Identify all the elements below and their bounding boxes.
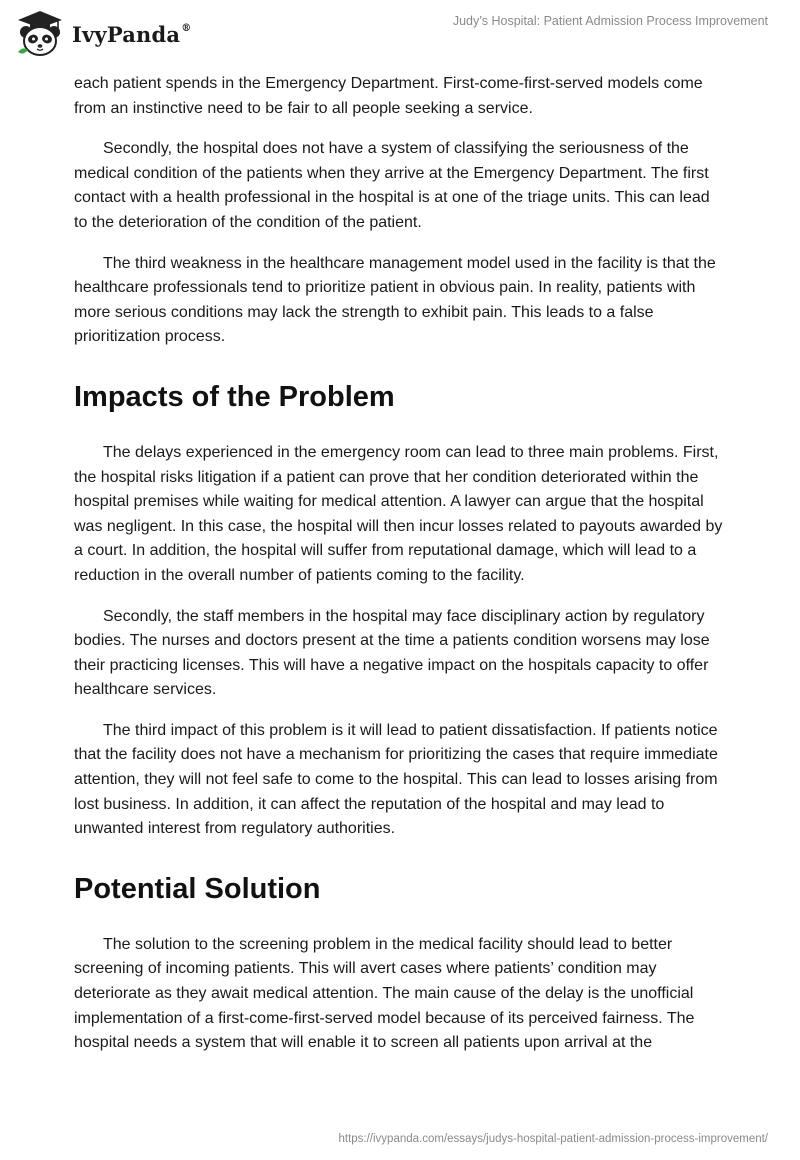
paragraph: The third impact of this problem is it will lead to patient dissatisfaction. If patients notice that the facility does not have a mechanism for prioritizing the cases that require immediate attention, they will not feel safe to come to the hospital. This can lead to losses arising from lost business. In addition, it can affect the reputation of the hospital and may lead to unwanted interest from regulatory authorities. — [74, 721, 718, 838]
logo-text: IvyPanda® — [72, 21, 192, 47]
panda-graduate-icon — [14, 8, 66, 60]
paragraph: Secondly, the hospital does not have a system of classifying the seriousness of the medical condition of the patients when they arrive at the Emergency Department. The first contact with a health professional in the hospital is at one of the triage units. This can lead to the deterioration of the condition of the patient. — [74, 140, 710, 231]
paragraph: Secondly, the staff members in the hospital may face disciplinary action by regulatory bodies. The nurses and doctors present at the time a patients condition worsens may lose their practicing licenses. This will have a negative impact on the hospitals capacity to offer healthcare services. — [74, 607, 710, 699]
source-url[interactable]: https://ivypanda.com/essays/judys-hospital-patient-admission-process-improvement/ — [338, 1133, 768, 1145]
page-header — [0, 0, 800, 70]
essay-body — [74, 72, 724, 1072]
paragraph: The delays experienced in the emergency room can lead to three main problems. First, the hospital risks litigation if a patient can prove that her condition deteriorated within the hospital premises while waiting for medical attention. A lawyer can argue that the hospital was negligent. In this case, the hospital will then incur losses related to payouts awarded by a court. In addition, the hospital will suffer from reputational damage, which will lead to a reduction in the overall number of patients coming to the facility. — [74, 443, 723, 584]
section-heading-solution: Potential Solution — [74, 872, 321, 905]
paragraph: each patient spends in the Emergency Department. First-come-first-served models come from an instinctive need to be fair to all people seeking a service. — [74, 75, 703, 117]
document-title: Judy’s Hospital: Patient Admission Process Improvement — [452, 14, 768, 28]
paragraph: The third weakness in the healthcare management model used in the facility is that the healthcare professionals tend to prioritize patient in obvious pain. In reality, patients with more serious conditions may lack the strength to exhibit pain. This leads to a false prioritization process. — [74, 254, 716, 346]
logo[interactable] — [14, 8, 191, 60]
section-heading-impacts: Impacts of the Problem — [74, 380, 395, 413]
paragraph: The solution to the screening problem in the medical facility should lead to better screening of incoming patients. This will avert cases where patients’ condition may deteriorate as they await medical attention. The main cause of the delay is the unofficial implementation of a first-come-first-served model because of its perceived fairness. The hospital needs a system that will enable it to screen all patients upon arrival at the — [74, 935, 695, 1052]
